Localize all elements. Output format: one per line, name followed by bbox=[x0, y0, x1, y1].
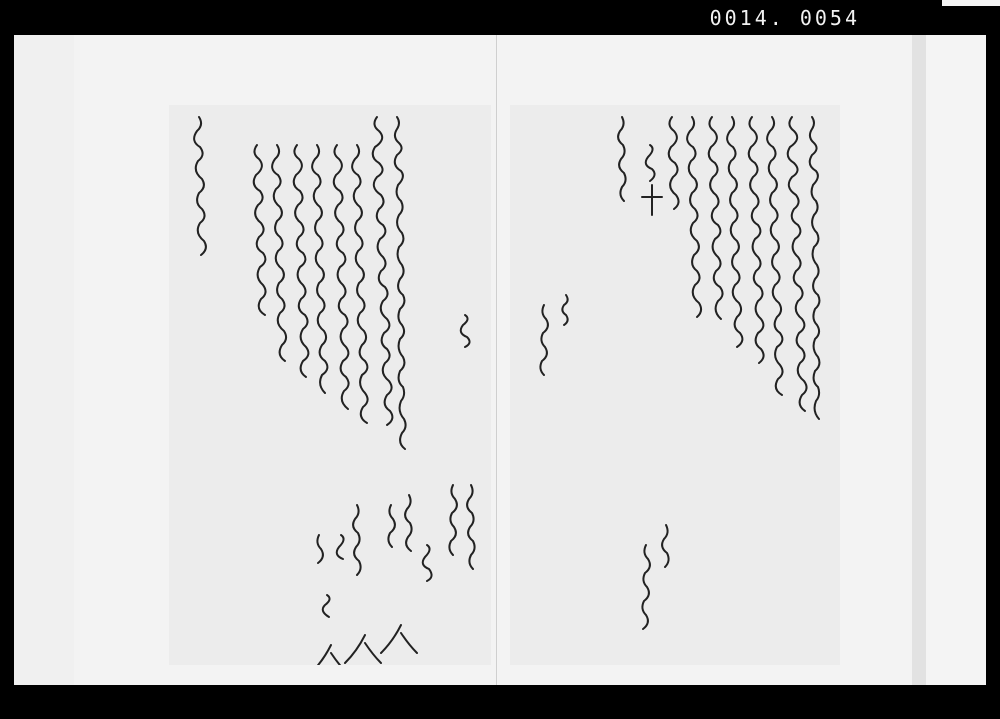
left-page bbox=[74, 35, 497, 685]
right-page-handwriting bbox=[510, 105, 840, 665]
page-edge-shadow bbox=[912, 35, 926, 685]
left-page-text-area bbox=[169, 105, 491, 665]
right-page bbox=[498, 35, 926, 685]
open-book bbox=[14, 35, 986, 685]
film-corner-strip bbox=[942, 0, 1000, 6]
left-page-handwriting bbox=[169, 105, 491, 665]
right-page-text-area bbox=[510, 105, 840, 665]
frame-counter: 0014. 0054 bbox=[709, 6, 860, 30]
book-cover-edge bbox=[14, 35, 75, 685]
